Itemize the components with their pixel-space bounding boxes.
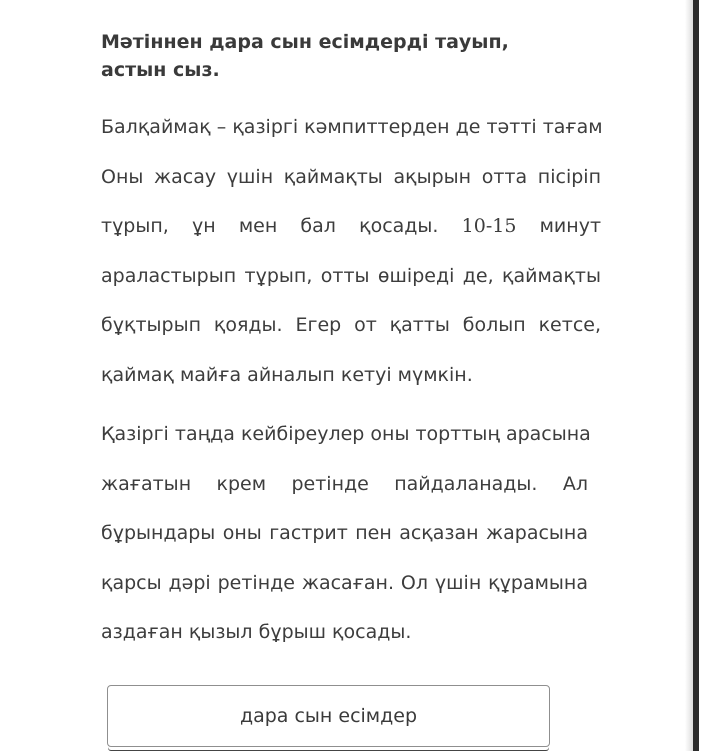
task-instruction: Мәтіннен дара сын есімдерді тауып, астын сыз. xyxy=(101,31,509,81)
paragraph-line: араластырып тұрып, отты өшіреді де, қаймақты xyxy=(101,264,601,287)
paragraph-line: бұқтырып қояды. Егер от қатты болып кетсе, xyxy=(101,314,601,337)
paragraph-line: аздаған қызыл бұрыш қосады. xyxy=(101,621,412,644)
paragraph-line: қарсы дәрі ретінде жасаған. Ол үшін құрамына xyxy=(101,571,588,594)
scrollbar-track[interactable] xyxy=(693,0,699,751)
answer-button[interactable]: дара сын есімдер xyxy=(107,685,550,747)
number-range: 10-15 xyxy=(461,215,517,238)
exercise-content xyxy=(101,28,603,644)
text-paragraph-2 xyxy=(101,410,591,658)
line-text: минут xyxy=(539,215,602,238)
paragraph-line-with-number xyxy=(101,202,601,252)
paragraph-line: бұрындары оны гастрит пен асқазан жарасына xyxy=(101,522,588,545)
text-paragraph-1 xyxy=(101,103,601,401)
line-text: тұрып, ұн мен бал қосады. xyxy=(101,215,439,238)
paragraph-line: Қазіргі таңда кейбіреулер оны торттың арасына xyxy=(101,423,591,445)
paragraph-line: жағатын крем ретінде пайдаланады. Ал xyxy=(101,472,588,495)
paragraph-line: Балқаймақ – қазіргі кәмпиттерден де тәтті тағам xyxy=(101,116,603,138)
panel-edge-shadow xyxy=(685,0,693,751)
paragraph-line: қаймақ майға айналып кетуі мүмкін. xyxy=(101,363,473,386)
paragraph-line: Оны жасау үшін қаймақты ақырын отта пісіріп xyxy=(101,165,601,188)
